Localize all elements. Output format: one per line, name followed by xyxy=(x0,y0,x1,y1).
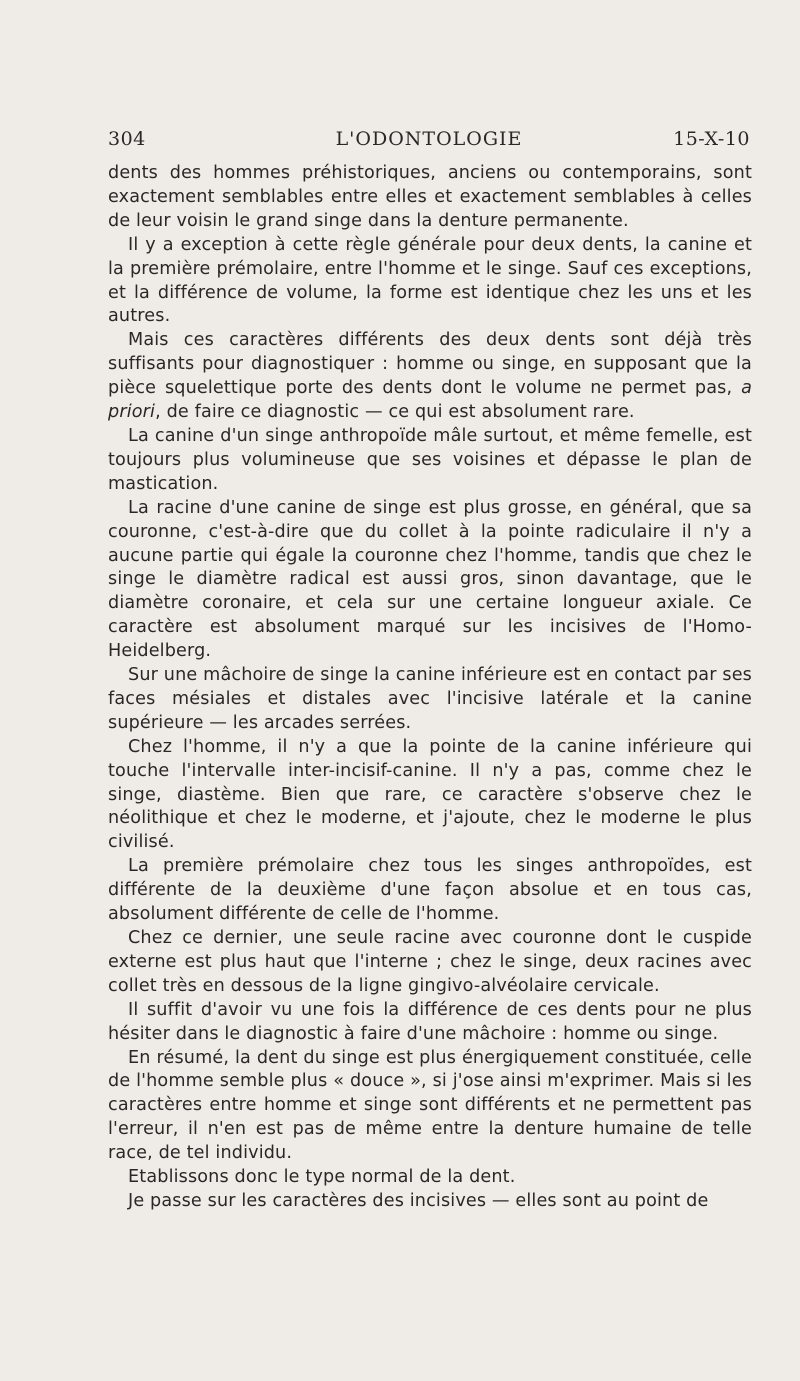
page-number: 304 xyxy=(108,128,146,150)
paragraph-text: , de faire ce diagnostic — ce qui est absolument rare. xyxy=(155,402,635,423)
paragraph: Chez ce dernier, une seule racine avec couronne dont le cuspide externe est plus haut que l'interne ; chez le singe, deux racines avec collet très en dessous de la ligne gingivo-alvéolaire cervicale. xyxy=(108,928,752,996)
paragraph: Chez l'homme, il n'y a que la pointe de la canine inférieure qui touche l'intervalle inter-incisif-canine. Il n'y a pas, comme chez le singe, diastème. Bien que rare, ce caractère s'observe chez le néolithique et chez le moderne, et j'ajoute, chez le moderne le plus civilisé. xyxy=(108,736,752,853)
running-title: L'ODONTOLOGIE xyxy=(335,128,523,150)
paragraph xyxy=(108,329,752,425)
paragraph: Il y a exception à cette règle générale pour deux dents, la canine et la première prémolaire, entre l'homme et le singe. Sauf ces exceptions, et la différence de volume, la forme est identique chez les uns et les autres. xyxy=(108,234,752,327)
paragraph: Etablissons donc le type normal de la dent. xyxy=(128,1167,516,1188)
italic-phrase: a priori xyxy=(108,378,752,423)
paragraph: dents des hommes préhistoriques, anciens ou contemporains, sont exactement semblables entre elles et exactement semblables à celles de leur voisin le grand singe dans la denture permanente. xyxy=(108,163,752,231)
body-text xyxy=(108,162,752,1214)
paragraph: La canine d'un singe anthropoïde mâle surtout, et même femelle, est toujours plus volumineuse que ses voisines et dépasse le plan de mastication. xyxy=(108,425,752,494)
paragraph: Il suffit d'avoir vu une fois la différence de ces dents pour ne plus hésiter dans le diagnostic à faire d'une mâchoire : homme ou singe. xyxy=(108,999,752,1044)
paragraph: En résumé, la dent du singe est plus énergiquement constituée, celle de l'homme semble plus « douce », si j'ose ainsi m'exprimer. Mais si les caractères entre homme et singe sont différents et ne permettent pas l'erreur, il n'en est pas de même entre la denture humaine de telle race, de tel individu. xyxy=(108,1047,752,1164)
paragraph: La racine d'une canine de singe est plus grosse, en général, que sa couronne, c'est-à-dire que du collet à la pointe radiculaire il n'y a aucune partie qui égale la couronne chez l'homme, tandis que chez le singe le diamètre radical est aussi gros, sinon davantage, que le diamètre coronaire, et cela sur une certaine longueur axiale. Ce caractère est absolument marqué sur les incisives de l'Homo-Heidelberg. xyxy=(108,497,752,662)
issue-date: 15-X-10 xyxy=(673,128,750,150)
paragraph: Je passe sur les caractères des incisives — elles sont au point de xyxy=(128,1190,709,1211)
paragraph: Sur une mâchoire de singe la canine inférieure est en contact par ses faces mésiales et distales avec l'incisive latérale et la canine supérieure — les arcades serrées. xyxy=(108,665,752,733)
paragraph: La première prémolaire chez tous les singes anthropoïdes, est différente de la deuxième d'une façon absolue et en tous cas, absolument différente de celle de l'homme. xyxy=(108,856,752,925)
page-header xyxy=(108,128,750,156)
paragraph-text: Mais ces caractères différents des deux dents sont déjà très suffisants pour diagnostiquer : homme ou singe, en supposant que la pièce squelettique porte des dents dont le volume ne permet pas, xyxy=(108,330,752,399)
